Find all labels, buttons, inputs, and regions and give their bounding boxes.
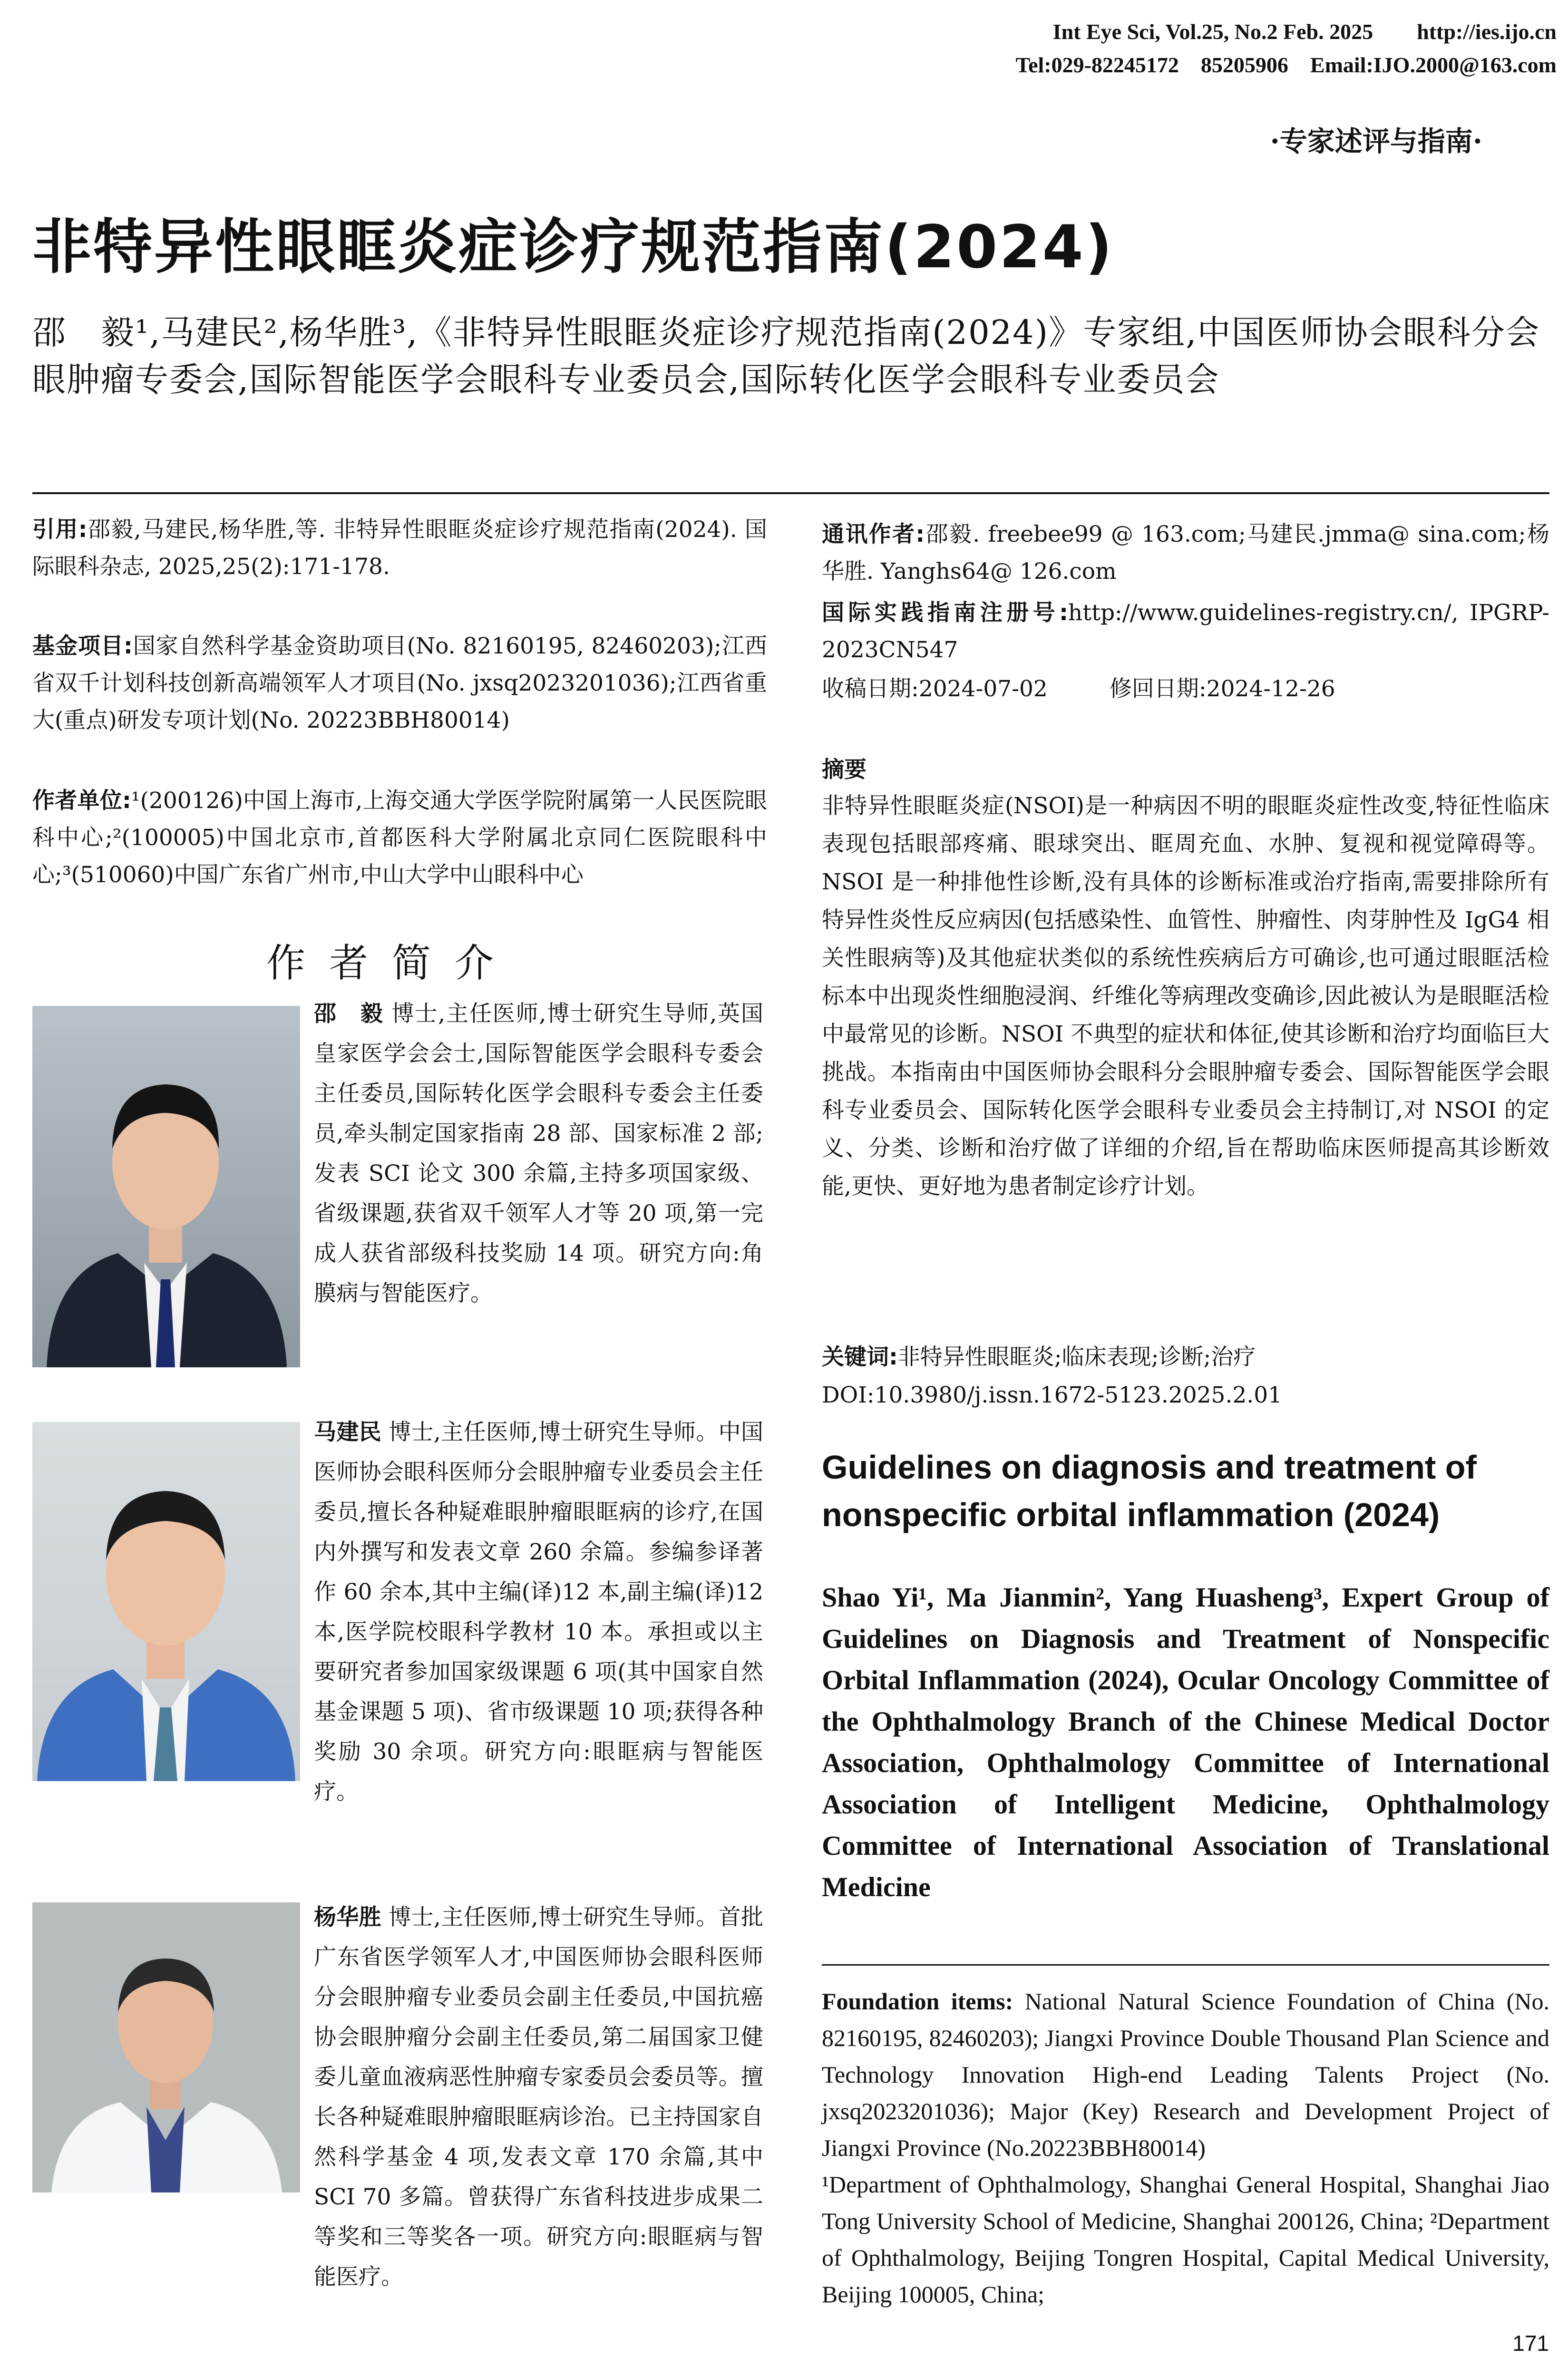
bio-name-ma: 马建民 (314, 1419, 382, 1445)
abstract-text: 非特异性眼眶炎症(NSOI)是一种病因不明的眼眶炎症性改变,特征性临床表现包括眼部疼痛、眼球突出、眶周充血、水肿、复视和视觉障碍等。NSOI 是一种排他性诊断,没有具体的诊断标准或治疗指南,需要排除所有特异性炎性反应病因(包括感染性、血管性、肿瘤性、肉芽肿性及 IgG4 相关性眼病等)及其他症状类似的系统性疾病后方可确诊,也可通过眼眶活检标本中出现炎性细胞浸润、纤维化等病理改变确诊,因此被认为是眼眶活检中最常见的诊断。NSOI 不典型的症状和体征,使其诊断和治疗均面临巨大挑战。本指南由中国医师协会眼科分会眼肿瘤专委会、国际智能医学会眼科专业委员会、国际转化医学会眼科专业委员会主持制订,对 NSOI 的定义、分类、诊断和治疗做了详细的介绍,旨在帮助临床医师提高其诊断效能,更快、更好地为患者制定诊疗计划。 (822, 793, 1549, 1199)
english-authors: Shao Yi¹, Ma Jianmin², Yang Huasheng³, Expert Group of Guidelines on Diagnosis and Treatment of Nonspecific Orbital Inflammation (2024), Ocular Oncology Committee of the Ophthalmology Branch of the Chinese Medical Doctor Association, Ophthalmology Committee of International Association of Intelligent Medicine, Ophthalmology Committee of International Association of Translational Medicine (822, 1582, 1549, 1902)
affiliation-label: 作者单位: (32, 788, 131, 814)
revised-date: 修回日期:2024-12-26 (1109, 676, 1335, 702)
author-list: 邵 毅¹,马建民²,杨华胜³,《非特异性眼眶炎症诊疗规范指南(2024)》专家组,中国医师协会眼科分会眼肿瘤专委会,国际智能医学会眼科专业委员会,国际转化医学会眼科专业委员会 (32, 313, 1540, 399)
funding-text: 国家自然科学基金资助项目(No. 82160195, 82460203);江西省双千计划科技创新高端领军人才项目(No. jxsq2023201036);江西省重大(重点)研发专项计划(No. 20223BBH80014) (32, 633, 767, 733)
bio-shao-top (314, 994, 763, 1314)
citation-text: 邵毅,马建民,杨华胜,等. 非特异性眼眶炎症诊疗规范指南(2024). 国际眼科杂志, 2025,25(2):171-178. (32, 516, 767, 580)
funding-label: 基金项目: (32, 633, 133, 659)
abstract-label (822, 751, 1549, 789)
doi: DOI:10.3980/j.issn.1672-5123.2025.2.01 (822, 1382, 1283, 1408)
author-photo-shao (32, 1006, 300, 1367)
dates-row (822, 671, 1549, 708)
keywords-label: 关键词: (822, 1344, 898, 1370)
correspondence-label: 通讯作者: (822, 521, 925, 547)
english-section-rule (822, 1964, 1549, 1966)
bio-yang (314, 1898, 763, 2297)
bio-ma (314, 1413, 763, 1812)
abstract-heading: 摘要 (822, 757, 867, 783)
header-rule (32, 492, 1549, 494)
correspondence-text: 邵毅. freebee99 @ 163.com;马建民.jmma@ sina.com;杨华胜. Yanghs64@ 126.com (822, 521, 1549, 585)
journal-header-line1: Int Eye Sci, Vol.25, No.2 Feb. 2025 http://ies.ijo.cn (1052, 19, 1557, 44)
bio-text-shao: 博士,主任医师,博士研究生导师,英国皇家医学会会士,国际智能医学会眼科专委会主任委员,国际转化医学会眼科专委会主任委员,牵头制定国家指南 28 部、国家标准 2 部;发表 SCI 论文 300 余篇,主持多项国家级、省级课题,获省双千领军人才等 20 项,第一完成人获省部级科技奖励 14 项。研究方向:角膜病与智能医疗。 (314, 1001, 763, 1306)
registry-block (822, 594, 1549, 669)
bio-text-yang: 博士,主任医师,博士研究生导师。首批广东省医学领军人才,中国医师协会眼科医师分会眼肿瘤专业委员会副主任委员,中国抗癌协会眼肿瘤分会副主任委员,第二届国家卫健委儿童血液病恶性肿瘤专家委员会委员等。擅长各种疑难眼肿瘤眼眶病诊治。已主持国家自然科学基金 4 项,发表文章 170 余篇,其中 SCI 70 多篇。曾获得广东省科技进步成果二等奖和三等奖各一项。研究方向:眼眶病与智能医疗。 (314, 1904, 763, 2290)
author-bio-heading: 作者简介 (266, 941, 518, 986)
english-affiliations: ¹Department of Ophthalmology, Shanghai General Hospital, Shanghai Jiao Tong University School of Medicine, Shanghai 200126, China; ²Department of Ophthalmology, Beijing Tongren Hospital, Capital Medical University, Beijing 100005, China; (822, 2171, 1549, 2308)
registry-label: 国际实践指南注册号: (822, 600, 1068, 626)
affiliation-block (32, 782, 767, 894)
page-number: 171 (1512, 2331, 1549, 2356)
affiliation-text: ¹(200126)中国上海市,上海交通大学医学院附属第一人民医院眼科中心;²(100005)中国北京市,首都医科大学附属北京同仁医院眼科中心;³(510060)中国广东省广州市,中山大学中山眼科中心 (32, 788, 767, 888)
citation-label: 引用: (32, 516, 88, 543)
bio-name-shao: 邵 毅 (314, 1001, 384, 1027)
keywords-text: 非特异性眼眶炎;临床表现;诊断;治疗 (897, 1344, 1256, 1370)
journal-header-line2: Tel:029-82245172 85205906 Email:IJO.2000@163.com (1015, 53, 1557, 77)
english-title: Guidelines on diagnosis and treatment of nonspecific orbital inflammation (2024) (822, 1449, 1477, 1533)
page-title: 非特异性眼眶炎症诊疗规范指南(2024) (32, 213, 1114, 282)
correspondence-block (822, 516, 1549, 590)
funding-block (32, 628, 767, 739)
english-foundation-label: Foundation items: (822, 1988, 1013, 2015)
author-photo-yang (32, 1902, 300, 2192)
section-tag: ·专家述评与指南· (1270, 125, 1482, 157)
citation-block (32, 511, 767, 585)
author-photo-ma (32, 1422, 300, 1781)
received-date: 收稿日期:2024-07-02 (822, 676, 1048, 702)
keywords-block (822, 1339, 1549, 1376)
english-foundation-text: National Natural Science Foundation of China (No. 82160195, 82460203); Jiangxi Province Double Thousand Plan Science and Technology Innovation High-end Leading Talents Project (No. jxsq2023201036); Major (Key) Research and Development Project of Jiangxi Province (No.20223BBH80014) (822, 1988, 1549, 2161)
registry-text: http://www.guidelines-registry.cn/, IPGRP-2023CN547 (822, 600, 1549, 663)
bio-text-ma: 博士,主任医师,博士研究生导师。中国医师协会眼科医师分会眼肿瘤专业委员会主任委员,擅长各种疑难眼肿瘤眼眶病的诊疗,在国内外撰写和发表文章 260 余篇。参编参译著作 60 余本,其中主编(译)12 本,副主编(译)12 本,医学院校眼科学教材 10 本。承担或以主要研究者参加国家级课题 6 项(其中国家自然基金课题 5 项)、省市级课题 10 项;获得各种奖励 30 余项。研究方向:眼眶病与智能医疗。 (314, 1419, 763, 1805)
bio-name-yang: 杨华胜 (314, 1904, 382, 1930)
english-foundation (822, 1983, 1549, 2313)
